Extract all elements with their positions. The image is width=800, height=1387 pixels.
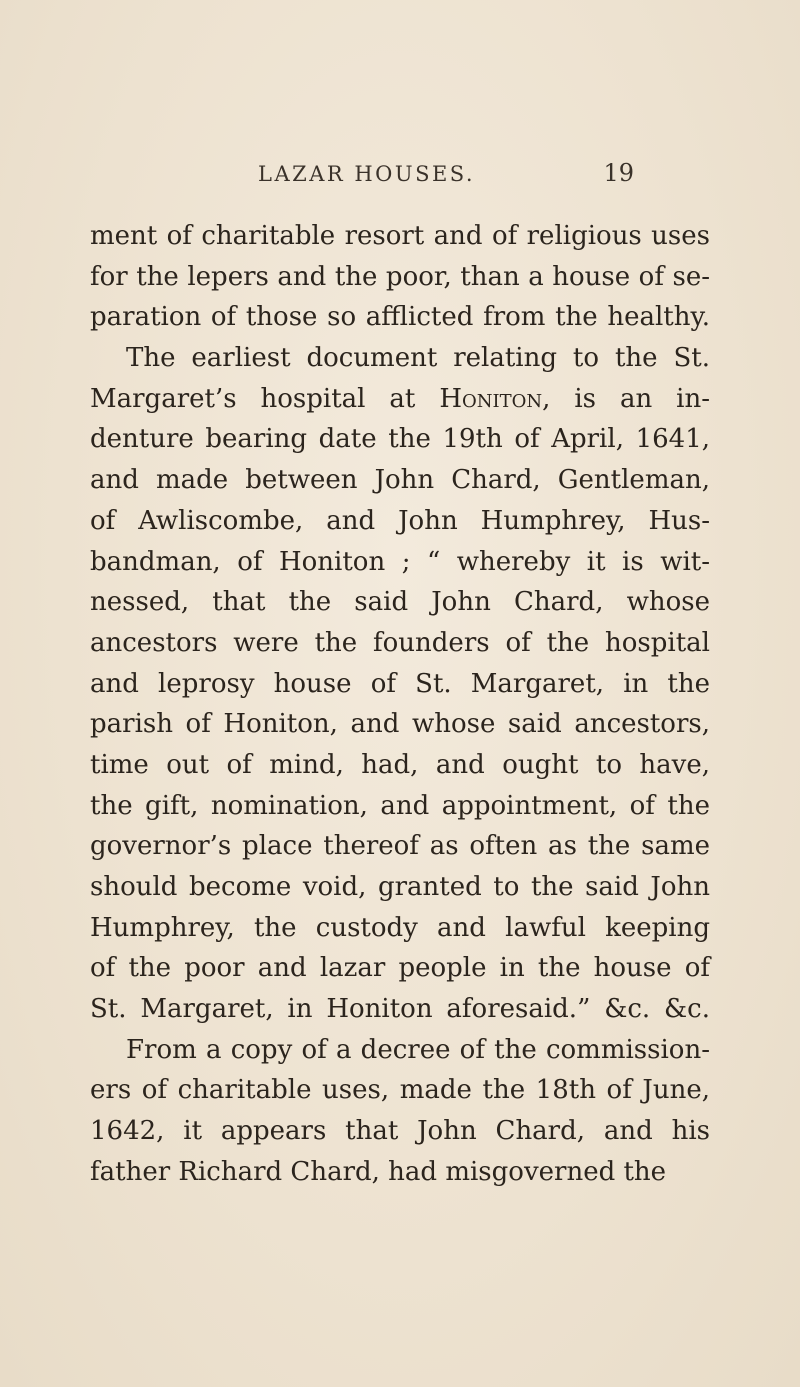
- body-text: [90, 216, 710, 1193]
- text-line: Humphrey, the custody and lawful keeping: [90, 912, 710, 943]
- running-head: [258, 159, 634, 192]
- text-line: 1642, it appears that John Chard, and his: [90, 1116, 710, 1147]
- text-line: ers of charitable uses, made the 18th of June,: [90, 1075, 710, 1106]
- text-line: From a copy of a decree of the commission-: [126, 1034, 710, 1065]
- text-line: father Richard Chard, had misgoverned the: [90, 1156, 667, 1187]
- text-line: denture bearing date the 19th of April, 1641,: [90, 424, 710, 455]
- text-line: St. Margaret, in Honiton aforesaid.” &c. &c.: [90, 994, 710, 1025]
- text-line: parish of Honiton, and whose said ancestors,: [90, 709, 710, 740]
- text-line: and leprosy house of St. Margaret, in the: [90, 668, 710, 699]
- text-line: for the lepers and the poor, than a house of se-: [90, 261, 710, 292]
- text-line: and made between John Chard, Gentleman,: [90, 465, 710, 496]
- text-line: The earliest document relating to the St.: [126, 343, 710, 374]
- text-line: governor’s place thereof as often as the same: [90, 831, 710, 862]
- text-line: the gift, nomination, and appointment, of the: [90, 790, 710, 821]
- text-line: of the poor and lazar people in the house of: [90, 953, 710, 984]
- page-number: 19: [603, 159, 634, 187]
- text-line: ancestors were the founders of the hospital: [90, 627, 710, 658]
- running-head-title: LAZAR HOUSES.: [258, 162, 476, 186]
- text-line: ment of charitable resort and of religious uses: [90, 221, 710, 251]
- text-line: Margaret’s hospital at Honiton, is an in-: [90, 383, 710, 414]
- text-line: nessed, that the said John Chard, whose: [90, 587, 710, 618]
- text-line: paration of those so afflicted from the healthy.: [90, 302, 710, 333]
- place-name-smallcaps: Honiton: [439, 383, 543, 414]
- text-line: should become void, granted to the said John: [90, 872, 710, 902]
- text-line: of Awliscombe, and John Humphrey, Hus-: [90, 505, 710, 536]
- text-line: bandman, of Honiton ; “ whereby it is wit-: [90, 546, 710, 577]
- text-line: time out of mind, had, and ought to have,: [90, 749, 710, 780]
